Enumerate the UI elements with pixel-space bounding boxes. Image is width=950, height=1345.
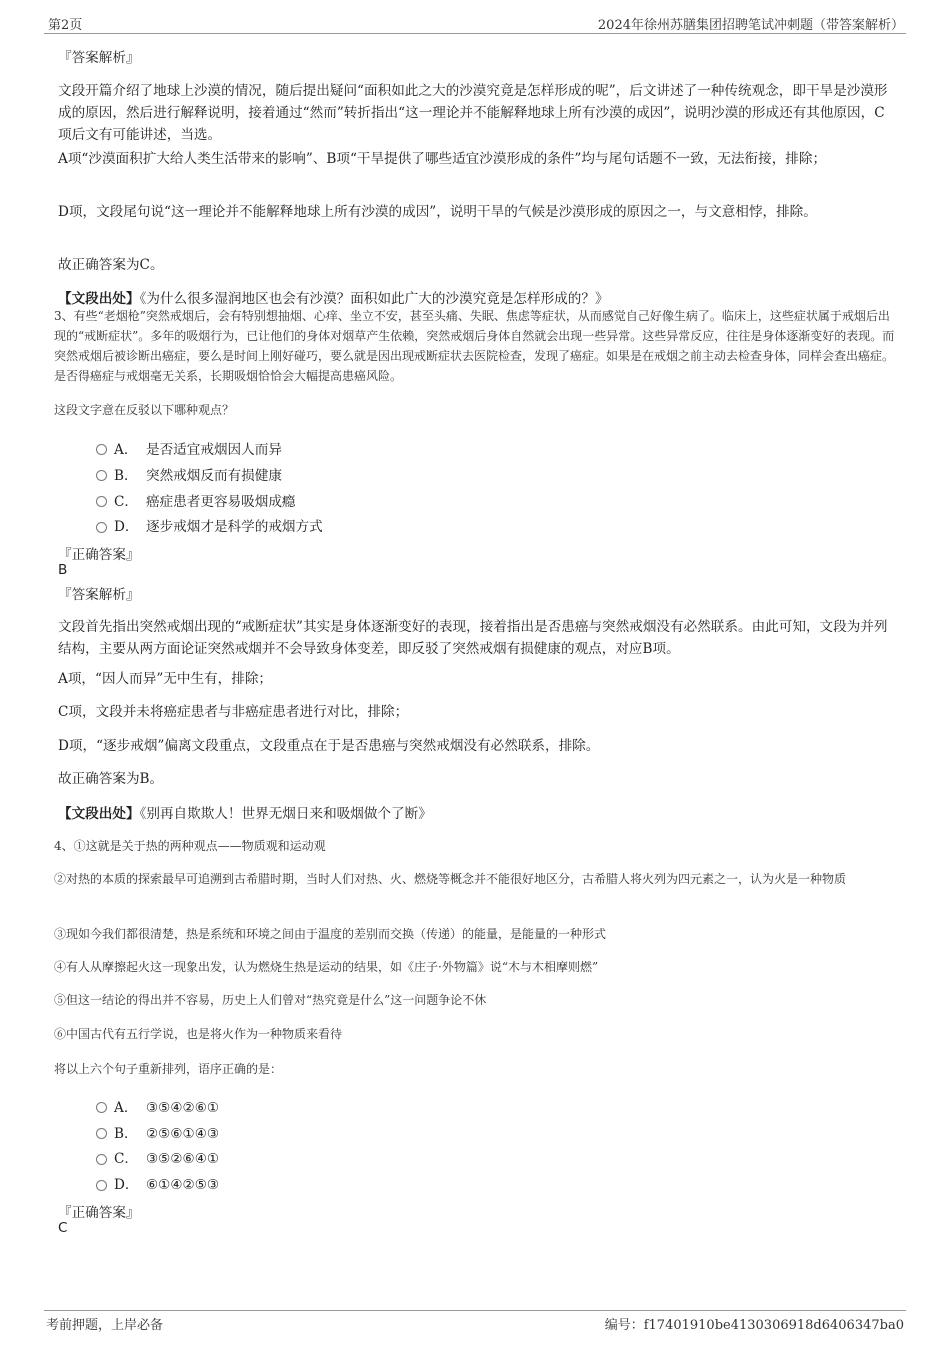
q3-option-a-text: 是否适宜戒烟因人而异 — [146, 442, 282, 458]
footer-code — [605, 1314, 904, 1333]
q4-sentence-5: ⑤但这一结论的得出并不容易，历史上人们曾对“热究竟是什么”这一问题争论不休 — [54, 993, 487, 1007]
q4-option-c-letter: C． — [114, 1151, 138, 1167]
q4-option-c — [114, 1147, 219, 1167]
q4-option-a — [114, 1096, 219, 1116]
q3-option-b-text: 突然戒烟反而有损健康 — [146, 468, 282, 484]
q3-option-b — [114, 464, 282, 484]
footer-code-value: f17401910be4130306918d6406347ba0 — [643, 1318, 904, 1333]
q4-option-b-radio[interactable] — [96, 1128, 107, 1139]
q2-source-label: 【文段出处】 — [58, 291, 140, 307]
q2-analysis-p1: 文段开篇介绍了地球上沙漠的情况，随后提出疑问“面积如此之大的沙漠究竟是怎样形成的呢”，后文讲述了一种传统观念，即干旱是沙漠形成的原因，然后进行解释说明，接着通过“然而”转折指出“这一理论并不能解释地球上所有沙漠的成因”，说明沙漠的形成还有其他原因，C项后文有可能讲述，当选。 — [58, 83, 888, 143]
q4-question: 将以上六个句子重新排列，语序正确的是： — [54, 1062, 283, 1076]
q3-option-b-radio[interactable] — [96, 470, 107, 481]
q3-analysis-p4: D项，“逐步戒烟”偏离文段重点，文段重点在于是否患癌与突然戒烟没有必然联系，排除。 — [58, 738, 600, 754]
q2-analysis-p2: A项“沙漠面积扩大给人类生活带来的影响”、B项“干旱提供了哪些适宜沙漠形成的条件”均与尾句话题不一致，无法衔接，排除； — [58, 151, 827, 167]
q3-stem: 3、有些“老烟枪”突然戒烟后，会有特别想抽烟、心痒、坐立不安，甚至头痛、失眠、焦虑等症状，从而感觉自己好像生病了。临床上，这些症状属于戒烟后出现的“戒断症状”。多年的吸烟行为，已让他们的身体对烟草产生依赖，突然戒烟后身体自然就会出现一些异常。这些异常反应，往往是身体逐渐变好的表现。而突然戒烟后被诊断出癌症，要么是时间上刚好碰巧，要么就是因出现戒断症状去医院检查，发现了癌症。如果是在戒烟之前主动去检查身体，同样会查出癌症。是否得癌症与戒烟毫无关系，长期吸烟恰恰会大幅提高患癌风险。 — [54, 309, 895, 383]
q3-option-a-radio[interactable] — [96, 444, 107, 455]
q3-analysis-p2: A项，“因人而异”无中生有，排除； — [58, 671, 273, 687]
q4-sentence-3: ③现如今我们都很清楚，热是系统和环境之间由于温度的差别而交换（传递）的能量，是能量的一种形式 — [54, 927, 607, 941]
q4-option-b-letter: B． — [114, 1126, 138, 1142]
q4-sentence-2: ②对热的本质的探索最早可追溯到古希腊时期，当时人们对热、火、燃烧等概念并不能很好地区分，古希腊人将火列为四元素之一，认为火是一种物质 — [54, 872, 847, 886]
q3-option-d-text: 逐步戒烟才是科学的戒烟方式 — [146, 519, 323, 535]
q2-source — [58, 287, 609, 307]
q4-option-a-radio[interactable] — [96, 1102, 107, 1113]
q3-source — [58, 802, 432, 822]
q2-source-title: 《为什么很多湿润地区也会有沙漠？面积如此广大的沙漠究竟是怎样形成的？》 — [139, 291, 609, 307]
q4-option-c-radio[interactable] — [96, 1154, 107, 1165]
q3-question: 这段文字意在反驳以下哪种观点？ — [54, 403, 235, 417]
q3-option-a — [114, 438, 282, 458]
q3-source-label: 【文段出处】 — [58, 806, 140, 822]
q4-option-a-letter: A． — [114, 1100, 138, 1116]
q3-option-d-letter: D． — [114, 519, 139, 535]
q3-correct-answer: B — [58, 562, 68, 578]
q3-conclusion: 故正确答案为B。 — [58, 771, 164, 787]
q3-option-c — [114, 490, 296, 510]
footer-rule — [44, 1310, 906, 1311]
q4-sentence-4: ④有人从摩擦起火这一现象出发，认为燃烧生热是运动的结果，如《庄子·外物篇》说“木与木相摩则燃” — [54, 960, 599, 974]
q3-option-b-letter: B． — [114, 468, 138, 484]
q4-option-b — [114, 1122, 219, 1142]
q3-option-d-radio[interactable] — [96, 522, 107, 533]
q2-analysis-label: 『答案解析』 — [58, 50, 140, 66]
q3-correct-label: 『正确答案』 — [58, 547, 140, 563]
q4-option-d-letter: D． — [114, 1177, 139, 1193]
q2-analysis-p3: D项，文段尾句说“这一理论并不能解释地球上所有沙漠的成因”，说明干旱的气候是沙漠形成的原因之一，与文意相悖，排除。 — [58, 204, 817, 220]
q3-analysis-p3: C项，文段并未将癌症患者与非癌症患者进行对比，排除； — [58, 704, 409, 720]
q4-option-d-radio[interactable] — [96, 1180, 107, 1191]
q3-analysis-p1: 文段首先指出突然戒烟出现的“戒断症状”其实是身体逐渐变好的表现，接着指出是否患癌与突然戒烟没有必然联系。由此可知，文段为并列结构，主要从两方面论证突然戒烟并不会导致身体变差，即反驳了突然戒烟有损健康的观点，对应B项。 — [58, 619, 888, 657]
q3-option-c-radio[interactable] — [96, 496, 107, 507]
q4-correct-label: 『正确答案』 — [58, 1205, 140, 1221]
q4-option-c-text: ③⑤②⑥④① — [146, 1151, 220, 1167]
q3-option-a-letter: A． — [114, 442, 138, 458]
q3-option-c-text: 癌症患者更容易吸烟成瘾 — [146, 494, 296, 510]
q4-option-b-text: ②⑤⑥①④③ — [146, 1126, 220, 1142]
page-number: 第2页 — [48, 18, 83, 33]
q4-option-a-text: ③⑤④②⑥① — [146, 1100, 220, 1116]
footer-slogan: 考前押题，上岸必备 — [46, 1318, 164, 1333]
q4-option-d — [114, 1173, 219, 1193]
header-rule — [44, 33, 906, 34]
q4-sentence-1: 4、①这就是关于热的两种观点——物质观和运动观 — [54, 839, 326, 853]
document-title: 2024年徐州苏膳集团招聘笔试冲刺题（带答案解析） — [597, 18, 904, 33]
q3-analysis-label: 『答案解析』 — [58, 587, 140, 603]
q3-option-d — [114, 515, 323, 535]
q2-conclusion: 故正确答案为C。 — [58, 257, 164, 273]
q4-sentence-6: ⑥中国古代有五行学说，也是将火作为一种物质来看待 — [54, 1027, 343, 1041]
footer-code-label: 编号： — [604, 1318, 644, 1333]
q4-option-d-text: ⑥①④②⑤③ — [146, 1177, 220, 1193]
q3-option-c-letter: C． — [114, 494, 138, 510]
q4-correct-answer: C — [58, 1220, 68, 1236]
q3-source-title: 《别再自欺欺人！世界无烟日来和吸烟做个了断》 — [139, 806, 432, 822]
